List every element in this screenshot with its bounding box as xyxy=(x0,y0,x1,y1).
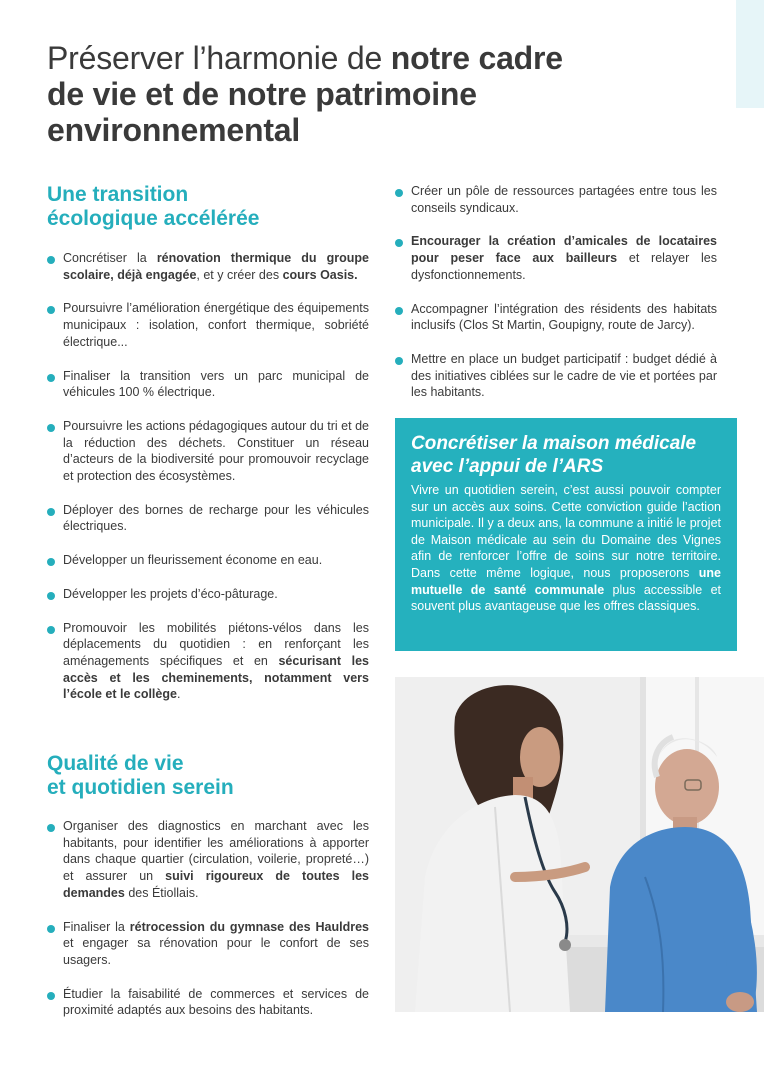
bullet-dot-icon xyxy=(47,925,55,933)
corner-tab-decoration xyxy=(736,0,764,108)
doctor-patient-illustration xyxy=(395,677,764,1012)
bullet-dot-icon xyxy=(47,508,55,516)
medical-house-callout xyxy=(395,418,737,651)
transition-list xyxy=(47,250,369,703)
list-item: Finaliser la rétrocession du gymnase des Hauldres et engager sa rénovation pour le confort de ses usagers. xyxy=(47,919,369,969)
right-column-list xyxy=(395,183,717,401)
bullet-dot-icon xyxy=(395,357,403,365)
bullet-dot-icon xyxy=(47,592,55,600)
list-item: Encourager la création d’amicales de locataires pour peser face aux bailleurs et relayer les dysfonctionnements. xyxy=(395,233,717,283)
list-item: Poursuivre les actions pédagogiques autour du tri et de la réduction des déchets. Constituer un réseau d’acteurs de la biodiversité pour promouvoir recyclage et protection des écosystèmes. xyxy=(47,418,369,485)
list-item: Étudier la faisabilité de commerces et services de proximité adaptés aux besoins des habitants. xyxy=(47,986,369,1019)
list-item: Accompagner l’intégration des résidents des habitats inclusifs (Clos St Martin, Goupigny, route de Jarcy). xyxy=(395,301,717,334)
bullet-dot-icon xyxy=(47,558,55,566)
quality-of-life-list xyxy=(47,818,369,1019)
bullet-dot-icon xyxy=(395,307,403,315)
section-title-quality-of-life: Qualité de vie et quotidien serein xyxy=(47,752,234,799)
bullet-dot-icon xyxy=(47,992,55,1000)
section-title-transition: Une transition écologique accélérée xyxy=(47,183,260,230)
callout-title: Concrétiser la maison médicale avec l’appui de l’ARS xyxy=(411,433,697,477)
list-item: Finaliser la transition vers un parc municipal de véhicules 100 % électrique. xyxy=(47,368,369,401)
list-item: Concrétiser la rénovation thermique du groupe scolaire, déjà engagée, et y créer des cours Oasis. xyxy=(47,250,369,283)
list-item: Développer les projets d’éco-pâturage. xyxy=(47,586,369,603)
list-item: Organiser des diagnostics en marchant avec les habitants, pour identifier les améliorations à apporter dans chaque quartier (circulation, voilerie, propreté…) et assurer un suivi rigoureux de toutes les demandes des Étiollais. xyxy=(47,818,369,902)
list-item: Promouvoir les mobilités piétons-vélos dans les déplacements du quotidien : en renforçant les aménagements spécifiques et en sécurisant les accès et les cheminements, notamment vers l’école et le collège. xyxy=(47,620,369,704)
bullet-dot-icon xyxy=(47,824,55,832)
list-item: Créer un pôle de ressources partagées entre tous les conseils syndicaux. xyxy=(395,183,717,216)
bullet-dot-icon xyxy=(47,374,55,382)
bullet-dot-icon xyxy=(395,239,403,247)
list-item: Déployer des bornes de recharge pour les véhicules électriques. xyxy=(47,502,369,535)
bullet-dot-icon xyxy=(47,306,55,314)
bullet-dot-icon xyxy=(47,424,55,432)
list-item: Développer un fleurissement économe en eau. xyxy=(47,552,369,569)
callout-body: Vivre un quotidien serein, c’est aussi pouvoir compter sur un accès aux soins. Cette conviction guide l’action municipale. Il y a deux ans, la commune a initié le projet de Maison médicale au sein du Domaine des Vignes afin de renforcer l’offre de soins sur notre territoire. Dans cette même logique, nous proposerons une mutuelle de santé communale plus accessible et souvent plus avantageuse que les offres classiques. xyxy=(411,483,721,614)
bullet-dot-icon xyxy=(47,256,55,264)
list-item: Mettre en place un budget participatif : budget dédié à des initiatives ciblées sur le cadre de vie et portées par les habitants. xyxy=(395,351,717,401)
bullet-dot-icon xyxy=(395,189,403,197)
page-title: Préserver l’harmonie de notre cadre de vie et de notre patrimoine environnemental xyxy=(47,40,563,148)
list-item: Poursuivre l’amélioration énergétique des équipements municipaux : isolation, confort thermique, sobriété électrique... xyxy=(47,300,369,350)
bullet-dot-icon xyxy=(47,626,55,634)
doctor-patient-photo xyxy=(395,677,764,1012)
